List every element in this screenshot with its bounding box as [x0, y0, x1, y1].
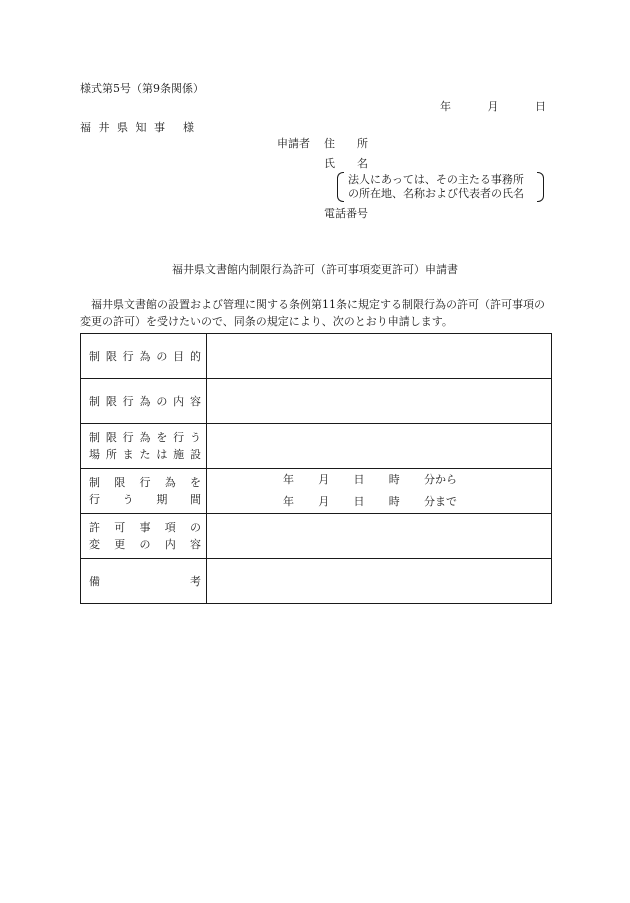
label-char: う — [189, 431, 201, 444]
location-label-line-2 — [89, 446, 201, 463]
label-char: 備 — [89, 574, 100, 588]
label-char: 日 — [353, 495, 365, 508]
label-char: 項 — [164, 521, 176, 534]
label-char: 行 — [122, 394, 134, 408]
label-char: 期 — [156, 493, 168, 506]
corporation-note-line-1: 法人にあっては、その主たる事務所 — [348, 173, 524, 186]
table-row — [81, 334, 552, 379]
period-label-line-2 — [89, 491, 201, 508]
label-char: 更 — [114, 538, 126, 551]
application-table — [80, 333, 552, 604]
label-char: の — [139, 538, 151, 551]
label-char: 容 — [190, 538, 201, 551]
content-label — [81, 379, 207, 424]
label-char: う — [122, 493, 134, 506]
label-char: 行 — [173, 431, 185, 444]
label-char: 可 — [114, 521, 126, 534]
location-field[interactable] — [207, 424, 552, 469]
purpose-label — [81, 334, 207, 379]
form-number: 様式第5号（第9条関係） — [80, 82, 204, 95]
label-char: 設 — [189, 448, 201, 461]
location-label — [81, 424, 207, 469]
label-char: 限 — [105, 431, 117, 444]
label-char: の — [190, 521, 201, 534]
label-char: 限 — [114, 476, 126, 489]
label-char: 内 — [173, 394, 185, 408]
label-char: 時 — [388, 473, 400, 486]
period-label — [81, 469, 207, 514]
right-bracket — [537, 172, 544, 202]
label-char: 目 — [173, 349, 185, 363]
applicant-label: 申請者 — [277, 137, 310, 150]
label-char: 変 — [89, 538, 100, 551]
content-field[interactable] — [207, 379, 552, 424]
label-char: 場 — [89, 448, 100, 461]
label-char: の — [156, 394, 168, 408]
location-label-line-1 — [89, 429, 201, 446]
remarks-label-line — [89, 573, 201, 590]
purpose-field[interactable] — [207, 334, 552, 379]
label-char: 許 — [89, 521, 100, 534]
label-char: 制 — [89, 431, 100, 444]
label-char: 制 — [89, 394, 100, 408]
corporation-note-line-2: の所在地、名称および代表者の氏名 — [348, 187, 524, 200]
document-title: 福井県文書館内制限行為許可（許可事項変更許可）申請書 — [172, 263, 458, 276]
label-char: 限 — [105, 394, 117, 408]
label-char: 行 — [139, 476, 151, 489]
label-char: 限 — [105, 349, 117, 363]
label-char: の — [156, 349, 168, 363]
label-char: 為 — [139, 349, 151, 363]
phone-label: 電話番号 — [324, 207, 368, 220]
remarks-label — [81, 559, 207, 604]
content-label-line — [89, 393, 201, 410]
address-label: 住 所 — [324, 137, 368, 150]
label-char: 為 — [164, 476, 176, 489]
label-char: 為 — [139, 394, 151, 408]
corporation-note — [337, 172, 544, 202]
date-year-label: 年 — [440, 100, 451, 113]
addressee-honorific: 様 — [183, 121, 196, 134]
label-char: た — [139, 448, 151, 461]
label-char: ま — [122, 448, 134, 461]
label-char: 内 — [164, 538, 176, 551]
label-char: 行 — [122, 431, 134, 444]
period-from-line — [283, 469, 457, 491]
label-char: を — [190, 476, 201, 489]
period-field[interactable] — [207, 469, 552, 514]
table-row — [81, 559, 552, 604]
label-char: 月 — [318, 473, 330, 486]
table-row — [81, 379, 552, 424]
change-label-line-2 — [89, 536, 201, 553]
label-char: 行 — [89, 493, 100, 506]
table-row — [81, 424, 552, 469]
addressee — [80, 121, 196, 135]
change-label — [81, 514, 207, 559]
label-char: 為 — [139, 431, 151, 444]
label-char: 行 — [122, 349, 134, 363]
table-row — [81, 514, 552, 559]
label-char: 事 — [139, 521, 151, 534]
label-char: 年 — [283, 495, 294, 508]
label-char: 間 — [189, 493, 201, 506]
period-to-line — [283, 491, 457, 513]
label-char: 的 — [189, 349, 201, 363]
left-bracket — [337, 172, 344, 202]
label-char: を — [156, 431, 168, 444]
label-char: 日 — [353, 473, 365, 486]
body-text: 福井県文書館の設置および管理に関する条例第11条に規定する制限行為の許可（許可事項の変更の許可）を受けたいので、同条の規定により、次のとおり申請します。 — [80, 298, 545, 328]
label-char: 制 — [89, 476, 100, 489]
table-row — [81, 469, 552, 514]
purpose-label-line — [89, 348, 201, 365]
name-label: 氏 名 — [324, 157, 368, 170]
remarks-field[interactable] — [207, 559, 552, 604]
label-char: 制 — [89, 349, 100, 363]
period-label-line-1 — [89, 474, 201, 491]
label-char: 月 — [318, 495, 330, 508]
label-char: 所 — [105, 448, 117, 461]
label-char: 分から — [424, 473, 457, 486]
label-char: 容 — [189, 394, 201, 408]
label-char: は — [156, 448, 168, 461]
change-label-line-1 — [89, 519, 201, 536]
date-month-label: 月 — [487, 100, 499, 113]
label-char: 考 — [190, 574, 201, 588]
date-line — [440, 100, 546, 114]
label-char: 分まで — [424, 495, 457, 508]
addressee-name: 福 井 県 知 事 — [80, 121, 167, 134]
label-char: 時 — [388, 495, 400, 508]
change-field[interactable] — [207, 514, 552, 559]
label-char: 年 — [283, 473, 294, 486]
date-day-label: 日 — [535, 100, 546, 113]
label-char: 施 — [173, 448, 185, 461]
